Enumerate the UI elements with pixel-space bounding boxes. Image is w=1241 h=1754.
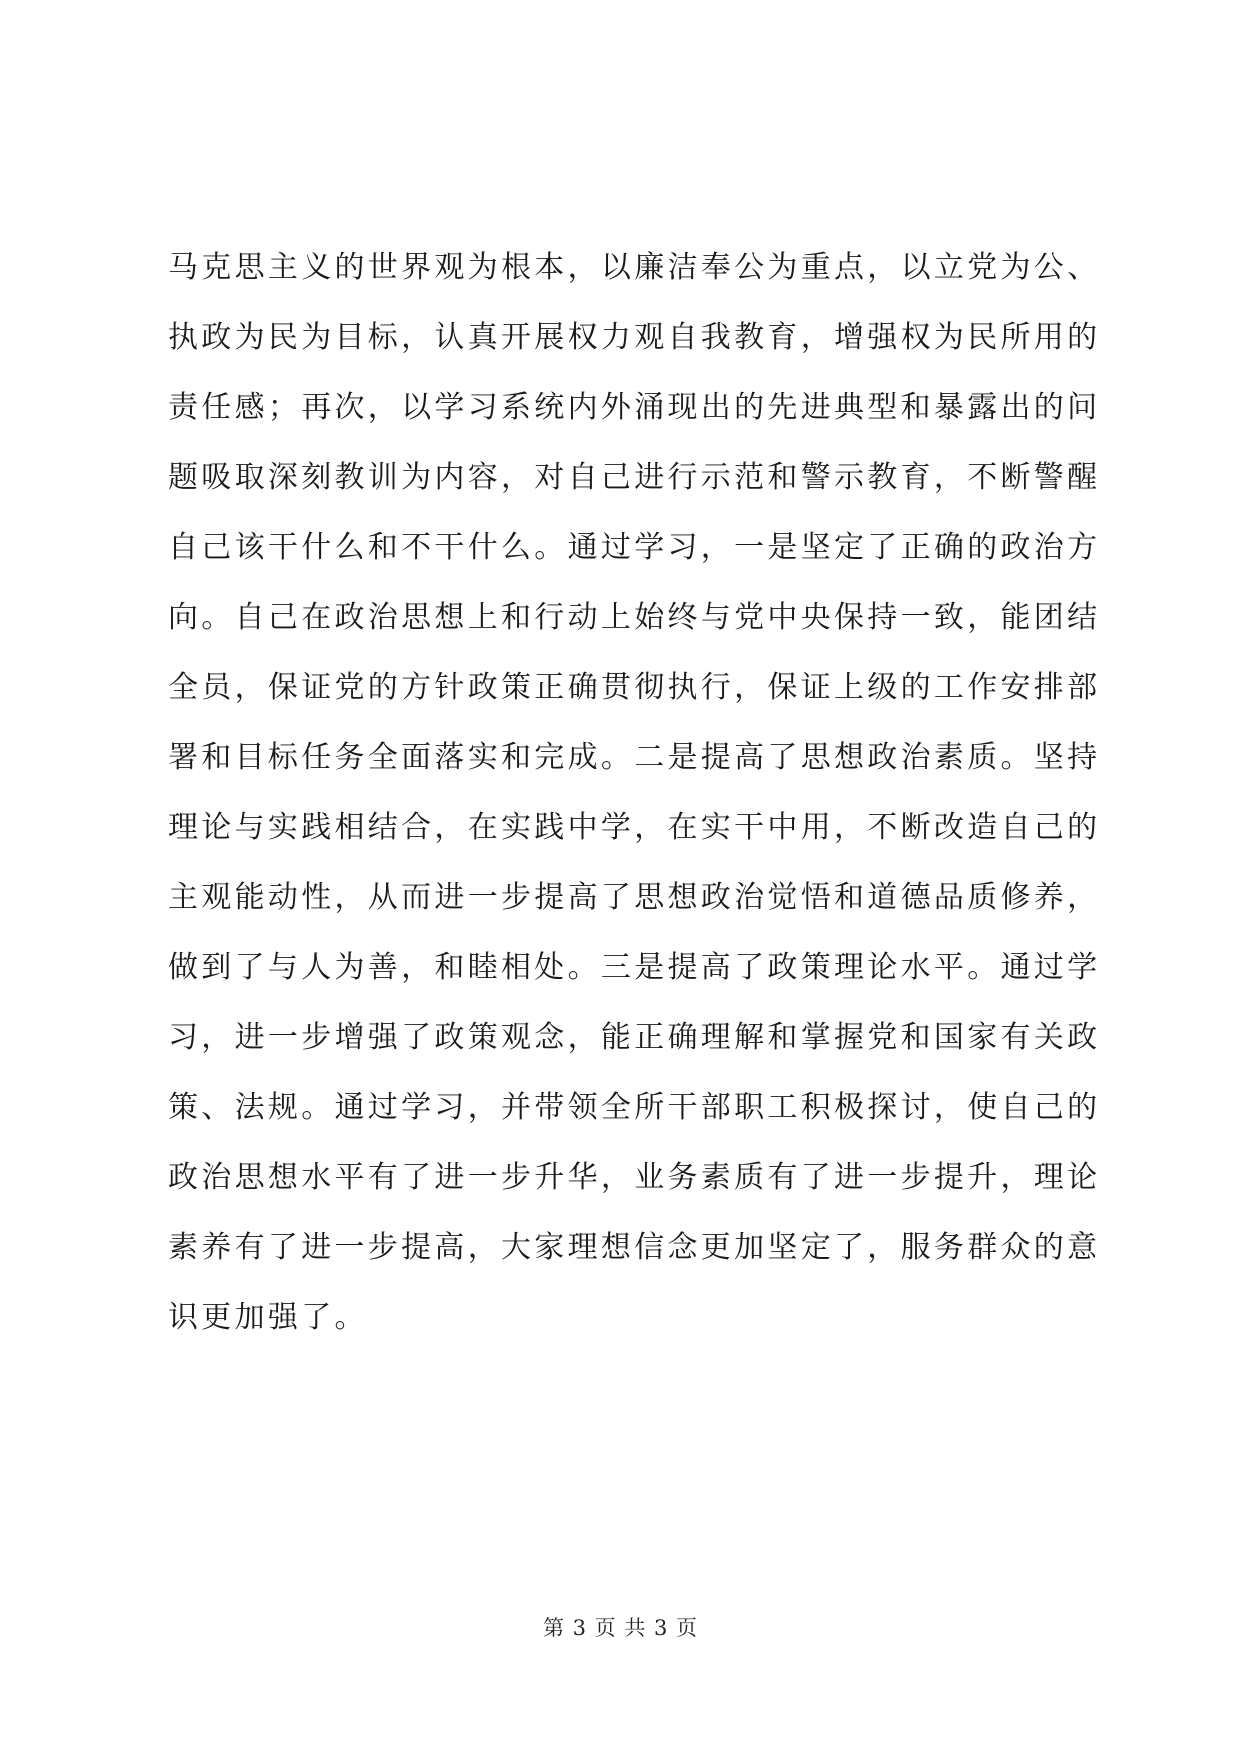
text-line: 做到了与人为善，和睦相处。三是提高了政策理论水平。通过学 <box>168 950 1101 985</box>
text-line: 全员，保证党的方针政策正确贯彻执行，保证上级的工作安排部 <box>168 670 1101 705</box>
text-line: 习，进一步增强了政策观念，能正确理解和掌握党和国家有关政 <box>168 1020 1101 1055</box>
text-line: 策、法规。通过学习，并带领全所干部职工积极探讨，使自己的 <box>168 1090 1101 1125</box>
text-line: 自己该干什么和不干什么。通过学习，一是坚定了正确的政治方 <box>168 530 1101 565</box>
page-number-footer: 第 3 页 共 3 页 <box>542 1616 699 1640</box>
text-line: 素养有了进一步提高，大家理想信念更加坚定了，服务群众的意 <box>168 1230 1101 1265</box>
text-line: 主观能动性，从而进一步提高了思想政治觉悟和道德品质修养， <box>168 880 1101 915</box>
text-line: 马克思主义的世界观为根本，以廉洁奉公为重点，以立党为公、 <box>168 250 1101 285</box>
text-line: 向。自己在政治思想上和行动上始终与党中央保持一致，能团结 <box>168 600 1101 635</box>
text-line: 政治思想水平有了进一步升华，业务素质有了进一步提升，理论 <box>168 1160 1101 1195</box>
text-line: 识更加强了。 <box>168 1300 368 1335</box>
text-line: 理论与实践相结合，在实践中学，在实干中用，不断改造自己的 <box>168 810 1101 845</box>
text-line: 署和目标任务全面落实和完成。二是提高了思想政治素质。坚持 <box>168 740 1101 775</box>
body-paragraph <box>168 233 1101 1353</box>
text-line: 题吸取深刻教训为内容，对自己进行示范和警示教育，不断警醒 <box>168 460 1101 495</box>
text-line: 执政为民为目标，认真开展权力观自我教育，增强权为民所用的 <box>168 320 1101 355</box>
text-line: 责任感；再次，以学习系统内外涌现出的先进典型和暴露出的问 <box>168 390 1101 425</box>
